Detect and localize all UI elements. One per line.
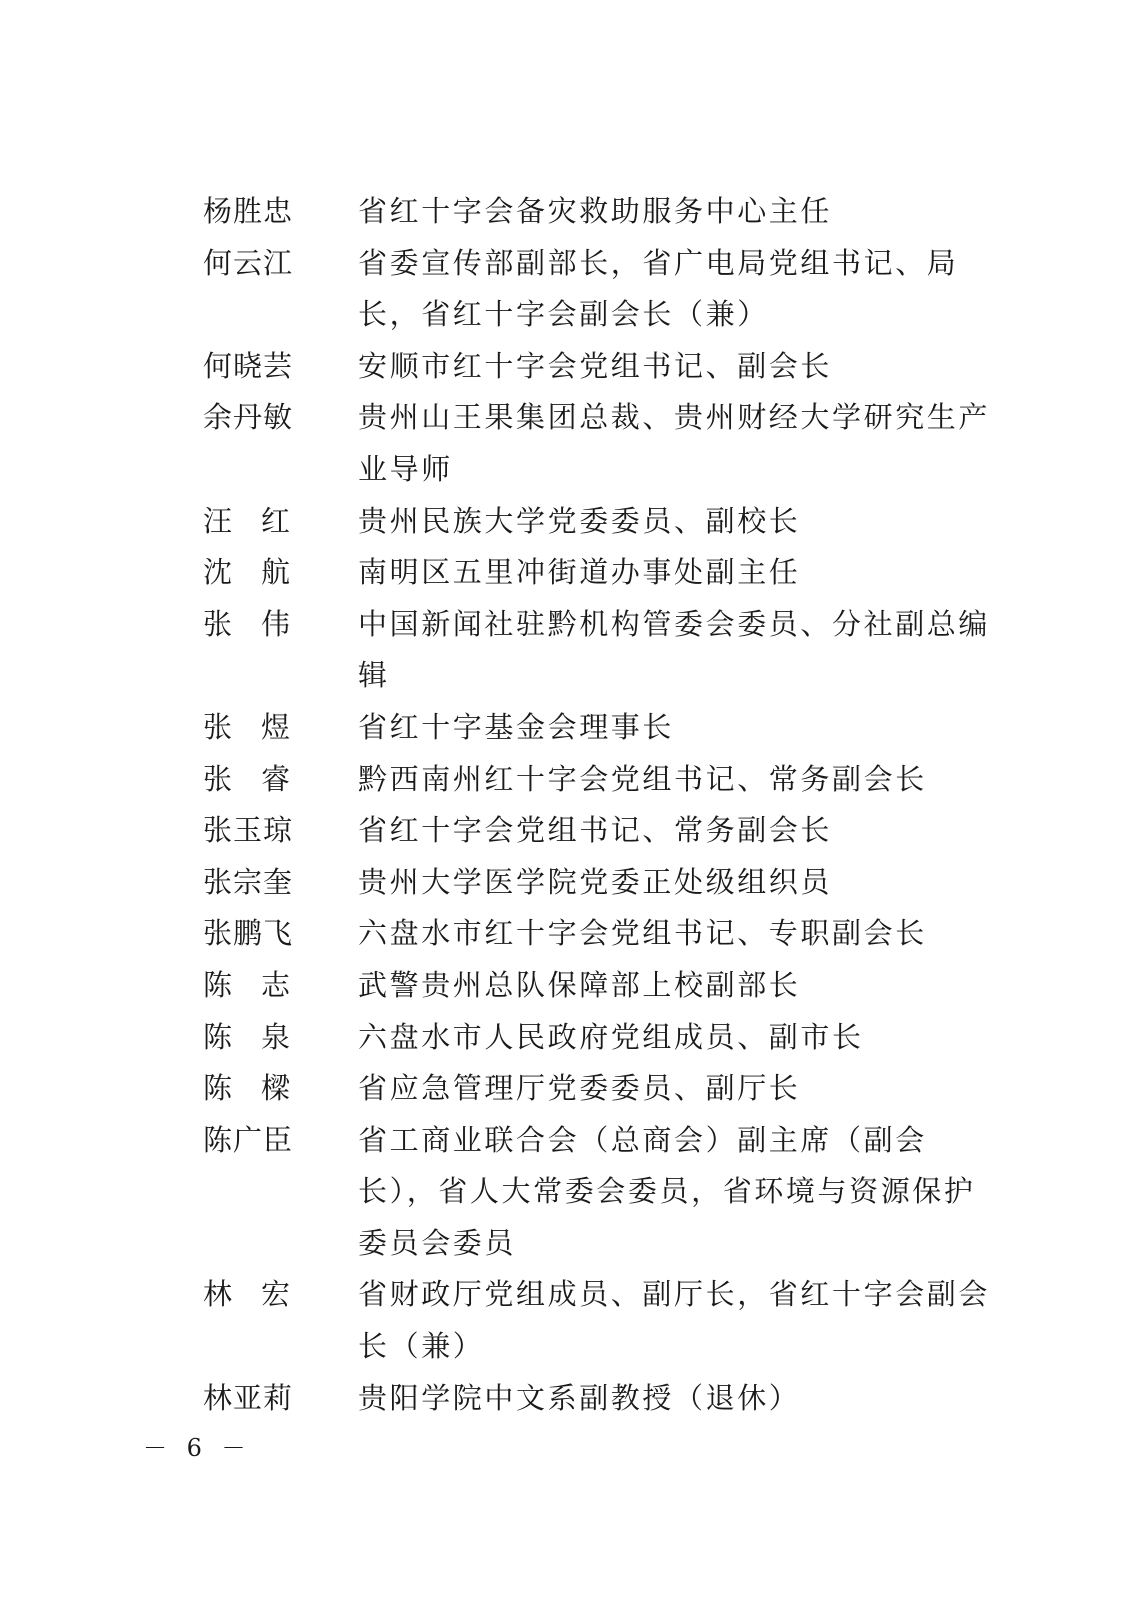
member-row [203, 702, 1003, 754]
member-name: 林宏 [203, 1277, 320, 1312]
member-name: 何云江 [203, 245, 294, 280]
member-name: 张睿 [203, 761, 320, 796]
member-row [203, 392, 1003, 495]
member-row [203, 908, 1003, 960]
member-title: 省财政厅党组成员、副厅长，省红十字会副会长（兼） [358, 1277, 991, 1364]
member-title: 南明区五里冲街道办事处副主任 [358, 555, 801, 590]
member-row [203, 1269, 1003, 1372]
member-name: 余丹敏 [203, 400, 294, 435]
member-name: 杨胜忠 [203, 194, 294, 228]
member-title: 省工商业联合会（总商会）副主席（副会长），省人大常委会委员，省环境与资源保护委员会委员 [358, 1122, 976, 1260]
member-title: 省红十字基金会理事长 [358, 709, 675, 744]
member-name: 张宗奎 [203, 864, 294, 899]
member-row [203, 599, 1003, 702]
member-name: 林亚莉 [203, 1380, 294, 1415]
member-name: 张伟 [203, 606, 320, 641]
member-row [203, 805, 1003, 857]
member-title: 武警贵州总队保障部上校副部长 [358, 967, 801, 1002]
member-row [203, 857, 1003, 909]
member-name: 陈泉 [203, 1019, 320, 1054]
member-row [203, 960, 1003, 1012]
member-row [203, 341, 1003, 393]
member-title: 省委宣传部副部长，省广电局党组书记、局长，省红十字会副会长（兼） [358, 245, 959, 332]
member-row [203, 186, 1003, 238]
member-row [203, 1373, 1003, 1425]
member-name: 陈樑 [203, 1071, 320, 1106]
member-title: 贵阳学院中文系副教授（退休） [358, 1380, 801, 1415]
member-title: 六盘水市人民政府党组成员、副市长 [358, 1019, 864, 1054]
member-title: 贵州民族大学党委委员、副校长 [358, 503, 801, 538]
member-row [203, 547, 1003, 599]
member-title: 省红十字会党组书记、常务副会长 [358, 813, 833, 848]
member-title: 贵州山王果集团总裁、贵州财经大学研究生产业导师 [358, 400, 991, 486]
member-title: 中国新闻社驻黔机构管委会委员、分社副总编辑 [358, 606, 991, 693]
member-row [203, 754, 1003, 806]
member-title: 安顺市红十字会党组书记、副会长 [358, 348, 833, 383]
member-name: 张鹏飞 [203, 916, 294, 951]
member-list [203, 186, 1003, 1424]
member-name: 陈广臣 [203, 1122, 294, 1157]
member-name: 汪红 [203, 503, 320, 538]
member-row [203, 1063, 1003, 1115]
member-row [203, 496, 1003, 548]
member-row [203, 1115, 1003, 1270]
member-row [203, 238, 1003, 341]
member-row [203, 1012, 1003, 1064]
member-title: 贵州大学医学院党委正处级组织员 [358, 864, 833, 899]
member-name: 陈志 [203, 967, 320, 1002]
member-name: 沈航 [203, 555, 320, 590]
member-name: 何晓芸 [203, 348, 294, 383]
member-name: 张玉琼 [203, 813, 294, 848]
member-title: 黔西南州红十字会党组书记、常务副会长 [358, 761, 927, 796]
member-title: 省应急管理厅党委委员、副厅长 [358, 1071, 801, 1106]
page-number: － 6 － [143, 1434, 252, 1462]
member-title: 六盘水市红十字会党组书记、专职副会长 [358, 916, 927, 951]
member-name: 张煜 [203, 709, 320, 744]
member-title: 省红十字会备灾救助服务中心主任 [358, 194, 833, 228]
